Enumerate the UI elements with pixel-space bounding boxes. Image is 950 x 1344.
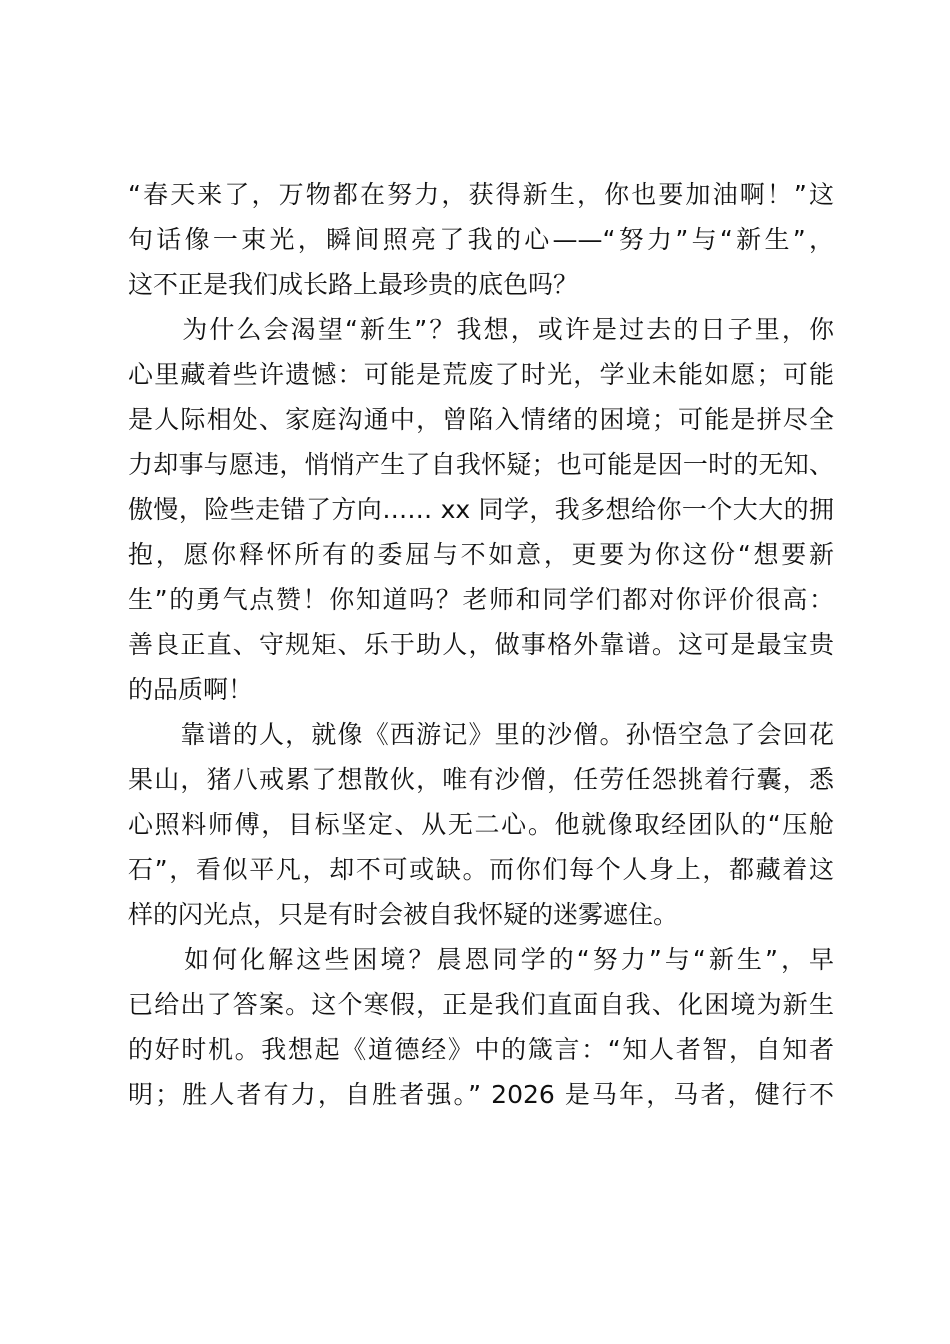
text-line-10: 生”的勇气点赞！你知道吗？老师和同学们都对你评价很高： bbox=[128, 585, 834, 614]
text-line-6: 是人际相处、家庭沟通中，曾陷入情绪的困境；可能是拼尽全 bbox=[128, 405, 834, 434]
text-line-1: “春天来了，万物都在努力，获得新生，你也要加油啊！”这 bbox=[128, 180, 834, 209]
text-line-12: 的品质啊！ bbox=[128, 675, 254, 704]
text-line-17: 样的闪光点，只是有时会被自我怀疑的迷雾遮住。 bbox=[128, 900, 679, 929]
text-line-11: 善良正直、守规矩、乐于助人，做事格外靠谱。这可是最宝贵 bbox=[128, 630, 834, 659]
text-line-21: 明；胜人者有力，自胜者强。” 2026 是马年，马者，健行不 bbox=[128, 1080, 834, 1109]
text-line-16: 石”，看似平凡，却不可或缺。而你们每个人身上，都藏着这 bbox=[128, 855, 834, 884]
text-line-20: 的好时机。我想起《道德经》中的箴言：“知人者智，自知者 bbox=[128, 1035, 834, 1064]
text-line-4: 为什么会渴望“新生”？我想，或许是过去的日子里，你 bbox=[128, 315, 834, 344]
text-line-19: 已给出了答案。这个寒假，正是我们直面自我、化困境为新生 bbox=[128, 990, 834, 1019]
text-line-7: 力却事与愿违，悄悄产生了自我怀疑；也可能是因一时的无知、 bbox=[128, 450, 834, 479]
text-line-5: 心里藏着些许遗憾：可能是荒废了时光，学业未能如愿；可能 bbox=[128, 360, 834, 389]
text-line-18: 如何化解这些困境？晨恩同学的“努力”与“新生”，早 bbox=[128, 945, 834, 974]
text-line-9: 抱，愿你释怀所有的委屈与不如意，更要为你这份“想要新 bbox=[128, 540, 834, 569]
text-line-14: 果山，猪八戒累了想散伙，唯有沙僧，任劳任怨挑着行囊，悉 bbox=[128, 765, 834, 794]
text-line-3: 这不正是我们成长路上最珍贵的底色吗？ bbox=[128, 270, 579, 299]
text-line-2: 句话像一束光，瞬间照亮了我的心——“努力”与“新生”， bbox=[128, 225, 834, 254]
text-line-13: 靠谱的人，就像《西游记》里的沙僧。孙悟空急了会回花 bbox=[128, 720, 834, 749]
text-line-8: 傲慢，险些走错了方向…… xx 同学，我多想给你一个大大的拥 bbox=[128, 495, 834, 524]
text-line-15: 心照料师傅，目标坚定、从无二心。他就像取经团队的“压舱 bbox=[128, 810, 834, 839]
letter-body bbox=[128, 172, 834, 1117]
